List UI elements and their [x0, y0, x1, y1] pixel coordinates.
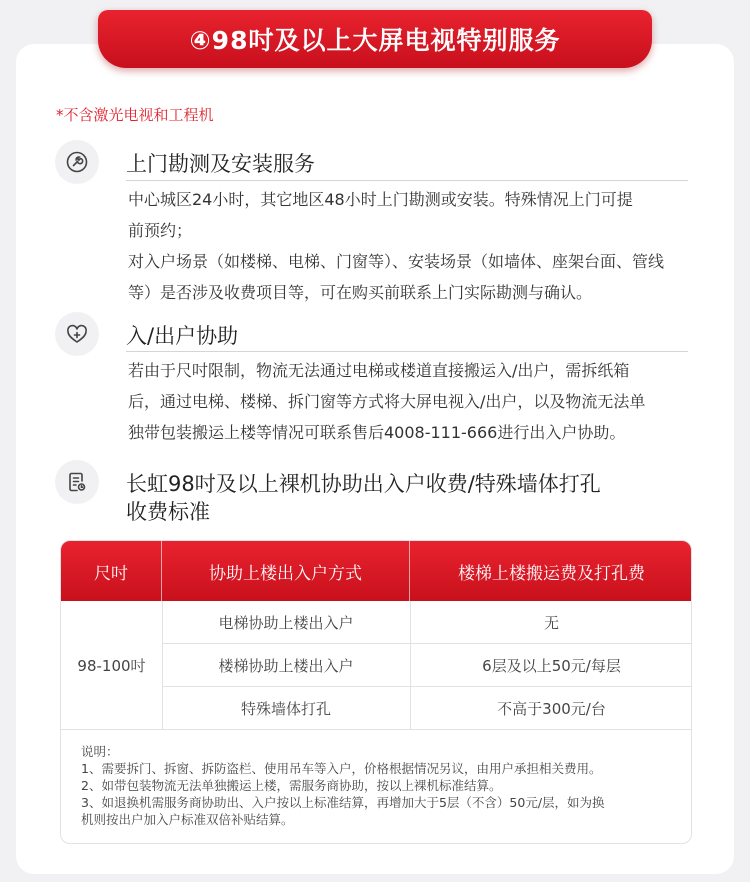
banner-title-text: ④98吋及以上大屏电视特别服务 — [189, 26, 561, 55]
section-body-install: 中心城区24小时，其它地区48小时上门勘测或安装。特殊情况上门可提 前预约； 对入户场景（如楼梯、电梯、门窗等）、安装场景（如墙体、座架台面、管线 等）是否涉及收费项目等，可在购买前联系上门实际勘测与确认。 — [128, 190, 665, 302]
divider — [126, 351, 688, 352]
section-title-install: 上门勘测及安装服务 — [126, 152, 315, 176]
table-notes: 说明： 1、需要拆门、拆窗、拆防盗栏、使用吊车等入户，价格根据情况另议，由用户承担相关费用。 2、如带包装物流无法单独搬运上楼，需服务商协助，按以上裸机标准结算。 3、如退换机需服务商协助出、入户按以上标准结算，再增加大于5层（不含）50元/层，如为换 机则按出户加入户标准双倍补贴结算。 — [81, 744, 605, 827]
table-cell-fee: 6层及以上50元/每层 — [482, 656, 621, 675]
section-title-fees: 长虹98吋及以上裸机协助出入户收费/特殊墙体打孔 收费标准 — [126, 472, 601, 524]
wrench-icon — [55, 140, 99, 184]
section-body-entry: 若由于尺吋限制，物流无法通过电梯或楼道直接搬运入/出户，需拆纸箱 后，通过电梯、楼梯、拆门窗等方式将大屏电视入/出户，以及物流无法单 独带包装搬运上楼等情况可联系售后4008-111-666进行出入户协助。 — [128, 361, 646, 442]
document-icon — [55, 460, 99, 504]
header-size: 尺吋 — [61, 541, 162, 601]
table-cell-method: 楼梯协助上楼出入户 — [218, 656, 354, 675]
heart-plus-icon — [55, 312, 99, 356]
banner-title — [98, 10, 652, 68]
exclusion-note: *不含激光电视和工程机 — [56, 106, 214, 124]
table-cell-fee: 无 — [543, 613, 559, 632]
grid-line — [61, 729, 692, 730]
header-method: 协助上楼出入户方式 — [162, 541, 410, 601]
fee-table — [60, 540, 692, 844]
table-cell-fee: 不高于300元/台 — [497, 699, 606, 718]
divider — [126, 180, 688, 181]
size-cell: 98-100吋 — [77, 656, 146, 675]
table-cell-method: 电梯协助上楼出入户 — [218, 613, 354, 632]
header-fee: 楼梯上楼搬运费及打孔费 — [458, 563, 645, 584]
table-cell-method: 特殊墙体打孔 — [240, 699, 331, 718]
section-title-entry: 入/出户协助 — [126, 324, 239, 348]
table-header — [61, 541, 692, 601]
